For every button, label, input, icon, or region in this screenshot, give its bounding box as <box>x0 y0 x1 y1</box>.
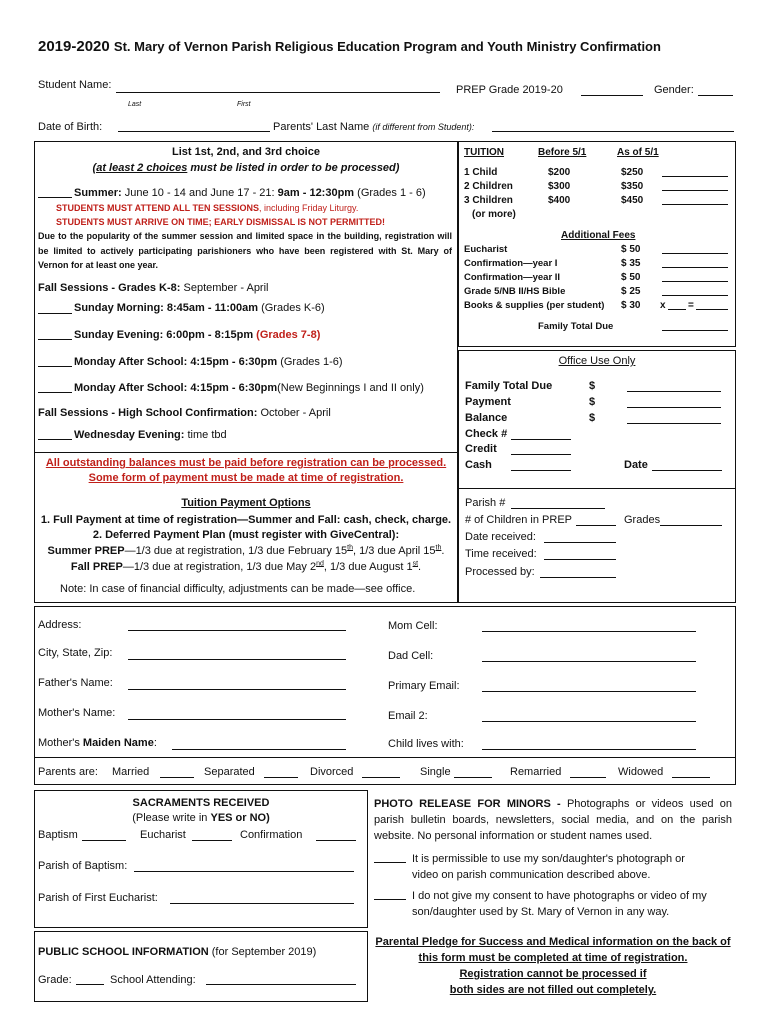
tuition-row-after: $250 <box>621 167 644 178</box>
parish-eucharist-label: Parish of First Eucharist: <box>38 892 158 904</box>
photo-release-heading: PHOTO RELEASE FOR MINORS - <box>374 798 561 810</box>
fee-label: Grade 5/NB II/HS Bible <box>464 286 566 297</box>
tuition-row-label: 2 Children <box>464 181 513 192</box>
pledge-line-3: Registration cannot be processed if <box>459 968 647 980</box>
mother-maiden-field[interactable] <box>172 749 346 750</box>
office-children: # of Children in PREP <box>465 514 572 526</box>
payment-option-2: 2. Deferred Payment Plan (must register with GiveCentral): <box>92 529 400 541</box>
last-caption: Last <box>128 101 142 108</box>
school-attending-field[interactable] <box>206 984 356 985</box>
summer-prep-text: —1/3 due at registration, 1/3 due February 15 <box>124 545 348 557</box>
subheading-underlined: (at least 2 choices <box>92 162 188 174</box>
status-married-field[interactable] <box>160 777 194 778</box>
fee-label: Confirmation—year II <box>464 272 561 283</box>
sacraments-sub-pre: (Please write in <box>132 812 208 824</box>
pledge-line-1: Parental Pledge for Success and Medical information on the back of <box>375 936 731 948</box>
eucharist-label: Eucharist <box>140 829 186 841</box>
summer-label: Summer: <box>74 187 122 199</box>
status-single: Single <box>420 766 451 778</box>
office-cash: Cash <box>465 459 492 471</box>
school-attending-label: School Attending: <box>110 974 196 986</box>
summer-dates: June 10 - 14 and June 17 - 21: <box>124 187 275 199</box>
tuition-row-field[interactable] <box>662 176 728 177</box>
summer-prep-sup1: th <box>347 544 353 552</box>
tuition-row-field[interactable] <box>662 190 728 191</box>
payment-warning-2: Some form of payment must be made at time of registration. <box>88 472 404 484</box>
student-name-label: Student Name: <box>38 79 112 91</box>
baptism-label: Baptism <box>38 829 78 841</box>
photo-release-body: Photographs or videos used on parish bulletin boards, newsletters, social media, and on the parish website. No personal information or student names used. <box>374 798 732 842</box>
office-dollar-2: $ <box>589 396 596 408</box>
mom-cell-field[interactable] <box>482 631 696 632</box>
summer-prep-label: Summer PREP <box>47 545 125 557</box>
office-time-received: Time received: <box>465 548 537 560</box>
monday1-grades: (Grades 1-6) <box>280 356 343 368</box>
office-parish-field[interactable] <box>511 508 605 509</box>
office-processed-by-field[interactable] <box>540 577 616 578</box>
student-name-field[interactable] <box>116 92 440 93</box>
fall-hs-label: Fall Sessions - High School Confirmation: <box>38 407 258 419</box>
photo-permit-field[interactable] <box>374 862 406 863</box>
fall-prep-text: —1/3 due at registration, 1/3 due May 2 <box>122 561 317 573</box>
photo-deny-text: I do not give my consent to have photographs or video of my son/daughter used by St. Mary of Vernon in any way. <box>412 890 707 918</box>
parish-eucharist-field[interactable] <box>170 903 354 904</box>
fee-field[interactable] <box>662 295 728 296</box>
tuition-col-before: Before 5/1 <box>538 147 587 158</box>
office-date: Date <box>624 459 648 471</box>
fall-hs-line <box>38 407 331 420</box>
fee-field[interactable] <box>662 281 728 282</box>
dob-field[interactable] <box>118 131 270 132</box>
status-widowed-field[interactable] <box>672 777 710 778</box>
monday2-field[interactable] <box>38 392 72 393</box>
address-field[interactable] <box>128 630 346 631</box>
sunday-evening-line <box>74 329 320 342</box>
primary-email-field[interactable] <box>482 691 696 692</box>
summer-prep-mid: , 1/3 due April 15 <box>352 545 436 557</box>
status-remarried-field[interactable] <box>570 777 606 778</box>
fall-prep-plan: Fall PREP—1/3 due at registration, 1/3 due May 2nd, 1/3 due August 1st. <box>70 560 422 573</box>
office-check: Check # <box>465 428 508 440</box>
office-children-field[interactable] <box>576 525 616 526</box>
fall-k8-label: Fall Sessions - Grades K-8: <box>38 282 181 294</box>
mother-field[interactable] <box>128 719 346 720</box>
tuition-row-before: $400 <box>548 195 571 206</box>
status-single-field[interactable] <box>454 777 492 778</box>
wednesday-time: time tbd <box>187 429 227 441</box>
summer-warning-2: STUDENTS MUST ARRIVE ON TIME; EARLY DISMISSAL IS NOT PERMITTED! <box>56 217 386 227</box>
title-year: 2019-2020 <box>38 38 110 55</box>
payment-warning-1: All outstanding balances must be paid before registration can be processed. <box>45 457 447 469</box>
fee-amount: $ 50 <box>621 272 641 283</box>
tuition-row-after: $450 <box>621 195 644 206</box>
office-payment: Payment <box>465 396 511 408</box>
sunday-evening-label: Sunday Evening: 6:00pm - 8:15pm <box>74 329 254 341</box>
tuition-col-after: As of 5/1 <box>617 147 659 158</box>
parents-last-note: (if different from Student): <box>372 122 475 132</box>
fee-amount: $ 35 <box>621 258 641 269</box>
public-school-heading-rest: (for September 2019) <box>211 946 317 958</box>
sacraments-heading: SACRAMENTS RECEIVED <box>132 797 270 809</box>
status-separated-field[interactable] <box>264 777 298 778</box>
public-school-heading-line <box>38 946 316 959</box>
sacraments-sub-bold: YES or NO) <box>210 812 270 824</box>
monday2-line <box>74 382 424 395</box>
sacraments-sub <box>34 812 368 825</box>
family-total-field[interactable] <box>662 330 728 331</box>
parents-are-label: Parents are: <box>38 766 98 778</box>
tuition-row-before: $300 <box>548 181 571 192</box>
fall-prep-label: Fall PREP <box>70 561 123 573</box>
primary-email-label: Primary Email: <box>388 680 460 692</box>
email2-label: Email 2: <box>388 710 428 722</box>
contact-box <box>34 606 736 785</box>
subheading-rest: must be listed in order to be processed) <box>190 162 400 174</box>
baptism-field[interactable] <box>82 840 126 841</box>
fee-label: Books & supplies (per student) <box>464 300 605 311</box>
books-total-field[interactable] <box>696 309 728 310</box>
wednesday-field[interactable] <box>38 439 72 440</box>
city-field[interactable] <box>128 659 346 660</box>
sessions-subheading <box>34 162 458 175</box>
tuition-col-label: TUITION <box>464 147 504 158</box>
sunday-evening-grades: (Grades 7-8) <box>256 329 321 341</box>
pledge-line-2: this form must be completed at time of registration. <box>418 952 688 964</box>
public-school-box <box>34 931 368 1002</box>
mother-label: Mother's Name: <box>38 707 116 719</box>
tuition-row-before: $200 <box>548 167 571 178</box>
office-credit: Credit <box>465 443 497 455</box>
fall-k8-line <box>38 282 268 295</box>
parish-baptism-label: Parish of Baptism: <box>38 860 128 872</box>
prep-grade-label: PREP Grade 2019-20 <box>456 84 563 96</box>
fee-label: Eucharist <box>464 244 508 255</box>
office-date-field[interactable] <box>652 470 722 471</box>
office-parish: Parish # <box>465 497 506 509</box>
summer-warn1-bold: STUDENTS MUST ATTEND ALL TEN SESSIONS <box>56 203 260 213</box>
fee-field[interactable] <box>662 267 728 268</box>
office-credit-field[interactable] <box>511 454 571 455</box>
sacraments-box <box>34 790 368 928</box>
status-divorced: Divorced <box>310 766 354 778</box>
mom-cell-label: Mom Cell: <box>388 620 438 632</box>
office-check-field[interactable] <box>511 439 571 440</box>
status-widowed: Widowed <box>618 766 664 778</box>
prep-grade-field[interactable] <box>581 95 643 96</box>
mother-maiden-post: : <box>153 737 157 749</box>
monday2-grades: (New Beginnings I and II only) <box>277 382 424 394</box>
status-separated: Separated <box>204 766 255 778</box>
parents-last-text: Parents' Last Name <box>273 121 370 133</box>
sessions-divider <box>34 452 458 453</box>
tuition-or-more: (or more) <box>472 209 516 220</box>
status-married: Married <box>112 766 150 778</box>
payment-options-heading: Tuition Payment Options <box>181 497 311 509</box>
status-remarried: Remarried <box>510 766 562 778</box>
dad-cell-label: Dad Cell: <box>388 650 434 662</box>
tuition-row-field[interactable] <box>662 204 728 205</box>
parents-last-field[interactable] <box>492 131 734 132</box>
books-qty-field[interactable] <box>668 309 686 310</box>
summer-time: 9am - 12:30pm <box>277 187 355 199</box>
summer-prep-plan: Summer PREP—1/3 due at registration, 1/3 due February 15th, 1/3 due April 15th. <box>47 544 445 557</box>
additional-fees-heading: Additional Fees <box>561 230 636 241</box>
dad-cell-field[interactable] <box>482 661 696 662</box>
payment-note: Note: In case of financial difficulty, adjustments can be made—see office. <box>60 583 416 595</box>
confirmation-field[interactable] <box>316 840 356 841</box>
sessions-heading: List 1st, 2nd, and 3rd choice <box>172 146 320 158</box>
fee-amount: $ 25 <box>621 286 641 297</box>
tuition-row-after: $350 <box>621 181 644 192</box>
fall-k8-text: September - April <box>183 282 269 294</box>
dob-label: Date of Birth: <box>38 121 103 133</box>
fee-label: Confirmation—year I <box>464 258 558 269</box>
fee-amount: $ 30 <box>621 300 641 311</box>
mother-maiden-bold: Maiden Name <box>82 737 154 749</box>
office-use-heading: Office Use Only <box>558 355 636 367</box>
mother-maiden-label <box>38 737 157 750</box>
contact-divider <box>34 757 736 758</box>
family-total-label: Family Total Due <box>538 321 614 332</box>
books-x: x <box>660 300 666 311</box>
fall-hs-text: October - April <box>260 407 331 419</box>
monday1-field[interactable] <box>38 366 72 367</box>
email2-field[interactable] <box>482 721 696 722</box>
sunday-evening-field[interactable] <box>38 339 72 340</box>
office-date-received: Date received: <box>465 531 536 543</box>
sunday-morning-line <box>74 302 325 315</box>
sunday-morning-label: Sunday Morning: <box>74 302 164 314</box>
office-family-total-field[interactable] <box>627 391 721 392</box>
summer-prep-sup2: th <box>435 544 442 552</box>
office-balance-field[interactable] <box>627 423 721 424</box>
parents-last-label <box>273 121 474 134</box>
tuition-row-label: 1 Child <box>464 167 498 178</box>
grade-label: Grade: <box>38 974 72 986</box>
public-school-heading: PUBLIC SCHOOL INFORMATION <box>38 946 209 958</box>
sunday-morning-field[interactable] <box>38 313 72 314</box>
monday2-label: Monday After School: 4:15pm - 6:30pm <box>74 382 278 394</box>
summer-choice-field[interactable] <box>38 197 72 198</box>
photo-permit-text: It is permissible to use my son/daughter's photograph or video on parish communication described above. <box>412 853 685 881</box>
fee-amount: $ 50 <box>621 244 641 255</box>
first-caption: First <box>237 101 251 108</box>
eucharist-field[interactable] <box>192 840 232 841</box>
office-dollar-1: $ <box>589 380 596 392</box>
wednesday-label: Wednesday Evening: <box>74 429 185 441</box>
books-eq: = <box>688 300 694 311</box>
gender-label: Gender: <box>654 84 694 96</box>
wednesday-line <box>74 429 227 442</box>
office-dollar-3: $ <box>589 412 596 424</box>
fee-field[interactable] <box>662 253 728 254</box>
summer-line <box>74 187 426 200</box>
city-label: City, State, Zip: <box>38 647 113 659</box>
office-grades: Grades <box>624 514 661 526</box>
sunday-morning-time: 8:45am - 11:00am <box>166 302 259 314</box>
grade-field[interactable] <box>76 984 104 985</box>
mother-maiden-pre: Mother's <box>38 737 80 749</box>
office-grades-field[interactable] <box>660 525 722 526</box>
office-date-received-field[interactable] <box>544 542 616 543</box>
office-family-total: Family Total Due <box>465 380 553 392</box>
pledge-line-4: both sides are not filled out completely. <box>449 984 657 996</box>
child-lives-field[interactable] <box>482 749 696 750</box>
office-cash-field[interactable] <box>511 470 571 471</box>
summer-grades: (Grades 1 - 6) <box>357 187 426 199</box>
payment-option-1: 1. Full Payment at time of registration—Summer and Fall: cash, check, charge. <box>40 514 452 526</box>
fall-prep-mid: , 1/3 due August 1 <box>323 561 413 573</box>
photo-deny-field[interactable] <box>374 899 406 900</box>
confirmation-label: Confirmation <box>240 829 303 841</box>
office-time-received-field[interactable] <box>544 559 616 560</box>
photo-release-text <box>374 796 732 844</box>
fall-prep-sup2: st <box>412 560 419 568</box>
summer-warn1-rest: , including Friday Liturgy. <box>259 203 359 213</box>
office-balance: Balance <box>465 412 508 424</box>
father-label: Father's Name: <box>38 677 113 689</box>
tuition-row-label: 3 Children <box>464 195 513 206</box>
office-payment-field[interactable] <box>627 407 721 408</box>
popularity-note: Due to the popularity of the summer session and limited space in the building, registration will be limited to actively participating parishioners who have been registered with St. Mary of Vernon for at least one year. <box>38 231 452 270</box>
office-processed-by: Processed by: <box>465 566 535 578</box>
office-divider <box>458 488 736 489</box>
monday1-label: Monday After School: 4:15pm - 6:30pm <box>74 356 278 368</box>
fall-prep-sup1: nd <box>316 560 324 568</box>
address-label: Address: <box>38 619 82 631</box>
status-divorced-field[interactable] <box>362 777 400 778</box>
page-title <box>38 38 661 56</box>
title-rest: St. Mary of Vernon Parish Religious Education Program and Youth Ministry Confirmation <box>113 39 661 54</box>
child-lives-label: Child lives with: <box>388 738 464 750</box>
sunday-morning-grades: (Grades K-6) <box>261 302 325 314</box>
gender-field[interactable] <box>698 95 733 96</box>
father-field[interactable] <box>128 689 346 690</box>
summer-warning-1 <box>56 202 358 215</box>
parish-baptism-field[interactable] <box>134 871 354 872</box>
monday1-line <box>74 356 343 369</box>
